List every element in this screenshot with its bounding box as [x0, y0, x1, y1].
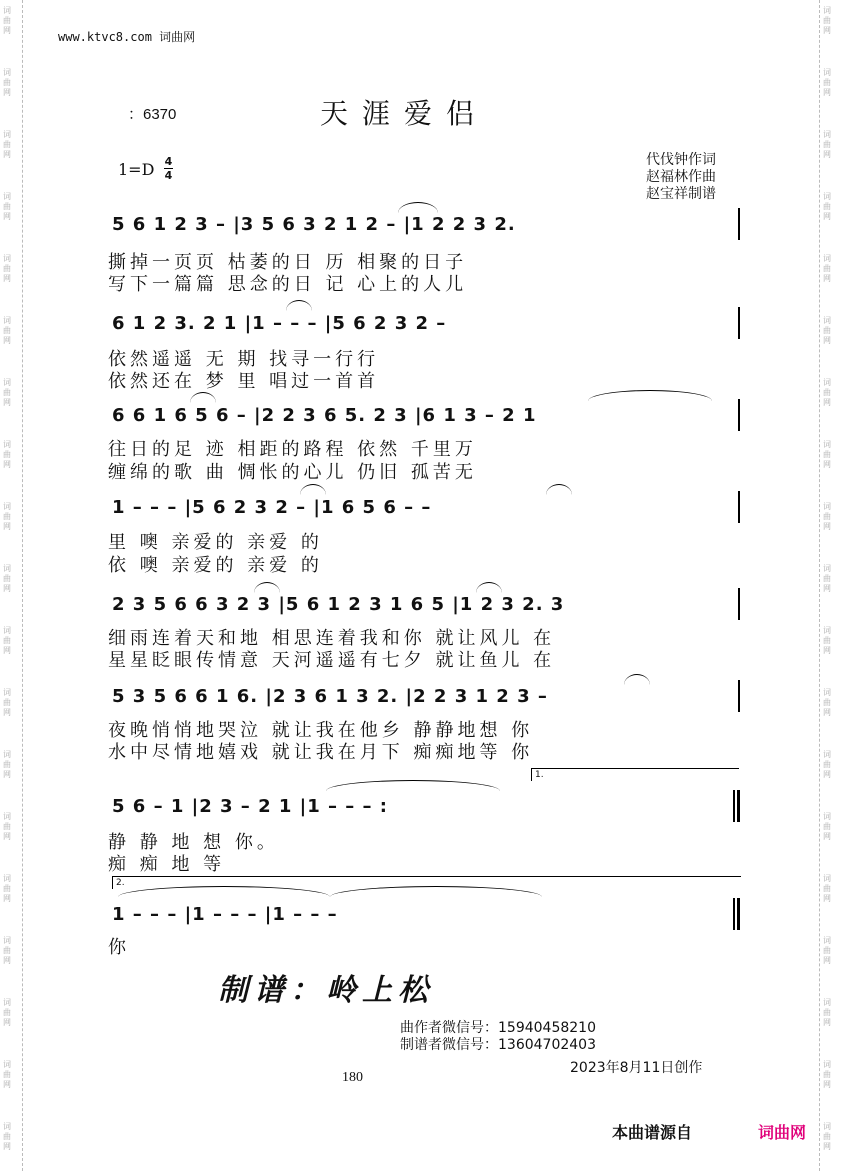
lyric-line-1: 细雨连着天和地 相思连着我和你 就让风儿 在	[108, 628, 556, 649]
bar-line	[738, 491, 740, 523]
side-watermark: 词曲网	[3, 440, 11, 469]
side-watermark: 词曲网	[3, 6, 11, 35]
slur	[476, 582, 502, 593]
lyric-line-1: 你	[108, 937, 130, 958]
song-id: ：6370	[128, 106, 177, 123]
side-watermark: 词曲网	[823, 812, 831, 841]
notation-row: 5 6 1 2 3 – |3 5 6 3 2 1 2 – |1 2 2 3 2.	[112, 214, 516, 235]
lyric-line-2: 水中尽情地嬉戏 就让我在月下 痴痴地等 你	[108, 742, 534, 763]
creation-date: 2023年8月11日创作	[570, 1060, 703, 1076]
side-watermark: 词曲网	[3, 1060, 11, 1089]
lyric-line-1: 夜晚悄悄地哭泣 就让我在他乡 静静地想 你	[108, 720, 534, 741]
slur	[588, 390, 712, 401]
page-number: 180	[342, 1070, 363, 1085]
side-watermark: 词曲网	[3, 998, 11, 1027]
credits	[646, 152, 716, 203]
bar-line	[733, 790, 735, 822]
final-bar	[737, 898, 740, 930]
source-label: 本曲谱源自	[612, 1123, 693, 1142]
engraver: 赵宝祥制谱	[646, 186, 716, 202]
left-margin-strip	[0, 0, 23, 1171]
side-watermark: 词曲网	[3, 564, 11, 593]
slur	[624, 674, 650, 685]
lyricist: 代伐钟作词	[646, 152, 716, 168]
time-signature-bottom: 4	[164, 169, 173, 182]
side-watermark: 词曲网	[823, 1122, 831, 1151]
side-watermark: 词曲网	[823, 68, 831, 97]
song-title: 天涯爱侣	[320, 97, 489, 130]
side-watermark: 词曲网	[3, 936, 11, 965]
side-watermark: 词曲网	[3, 750, 11, 779]
composer-wechat: 曲作者微信号：15940458210	[400, 1020, 596, 1036]
volta-bracket-1: 1.	[531, 768, 739, 781]
side-watermark: 词曲网	[823, 440, 831, 469]
slur	[190, 392, 216, 403]
bar-line	[738, 588, 740, 620]
lyric-line-2: 痴 痴 地 等	[108, 854, 226, 875]
side-watermark: 词曲网	[823, 998, 831, 1027]
notation-row: 1 – – – |5 6 2 3 2 – |1 6 5 6 – –	[112, 497, 432, 518]
slur	[398, 202, 438, 213]
time-signature-top: 4	[164, 155, 173, 168]
volta-bracket-2: 2.	[112, 876, 741, 889]
side-watermark: 词曲网	[3, 688, 11, 717]
lyric-line-2: 星星眨眼传情意 天河遥遥有七夕 就让鱼儿 在	[108, 650, 556, 671]
notation-row: 5 6 – 1 |2 3 – 2 1 |1 – – – :	[112, 796, 389, 817]
side-watermark: 词曲网	[823, 936, 831, 965]
side-watermark: 词曲网	[823, 688, 831, 717]
slur	[254, 582, 280, 593]
source-brand-link[interactable]: 词曲网	[758, 1123, 807, 1142]
side-watermark: 词曲网	[3, 626, 11, 655]
side-watermark: 词曲网	[3, 316, 11, 345]
bar-line	[733, 898, 735, 930]
side-watermark: 词曲网	[3, 378, 11, 407]
notation-row: 6 1 2 3. 2 1 |1 – – – |5 6 2 3 2 –	[112, 313, 447, 334]
side-watermark: 词曲网	[823, 6, 831, 35]
right-margin-strip	[819, 0, 842, 1171]
wechat-contacts	[400, 1020, 596, 1054]
lyric-line-2: 缠绵的歌 曲 惆怅的心儿 仍旧 孤苦无	[108, 462, 477, 483]
lyric-line-2: 依 噢 亲爱的 亲爱 的	[108, 555, 323, 576]
side-watermark: 词曲网	[823, 1060, 831, 1089]
lyric-line-1: 静 静 地 想 你。	[108, 832, 279, 853]
notation-row: 6 6 1 6 5 6 – |2 2 3 6 5. 2 3 |6 1 3 – 2 1	[112, 405, 537, 426]
lyric-line-1: 撕掉一页页 枯萎的日 历 相聚的日子	[108, 252, 468, 273]
side-watermark: 词曲网	[823, 626, 831, 655]
side-watermark: 词曲网	[823, 316, 831, 345]
site-header-link[interactable]: www.ktvc8.com 词曲网	[58, 30, 196, 44]
side-watermark: 词曲网	[823, 192, 831, 221]
bar-line	[738, 208, 740, 240]
bar-line	[738, 399, 740, 431]
side-watermark: 词曲网	[3, 254, 11, 283]
engraver-wechat: 制谱者微信号：13604702403	[400, 1037, 596, 1053]
bar-line	[738, 680, 740, 712]
side-watermark: 词曲网	[823, 874, 831, 903]
lyric-line-2: 依然还在 梦 里 唱过一首首	[108, 371, 380, 392]
engraver-signature: 制谱：岭上松	[218, 973, 434, 1008]
composer: 赵福林作曲	[646, 169, 716, 185]
lyric-line-1: 依然遥遥 无 期 找寻一行行	[108, 349, 380, 370]
side-watermark: 词曲网	[823, 378, 831, 407]
side-watermark: 词曲网	[823, 254, 831, 283]
repeat-end-bar	[737, 790, 740, 822]
side-watermark: 词曲网	[823, 130, 831, 159]
slur	[546, 484, 572, 495]
bar-line	[738, 307, 740, 339]
side-watermark: 词曲网	[3, 130, 11, 159]
side-watermark: 词曲网	[3, 874, 11, 903]
side-watermark: 词曲网	[3, 502, 11, 531]
lyric-line-1: 里 噢 亲爱的 亲爱 的	[108, 532, 323, 553]
slur	[300, 484, 326, 495]
side-watermark: 词曲网	[3, 68, 11, 97]
notation-row: 2 3 5 6 6 3 2 3 |5 6 1 2 3 1 6 5 |1 2 3 2. 3	[112, 594, 565, 615]
notation-row: 5 3 5 6 6 1 6. |2 3 6 1 3 2. |2 2 3 1 2 3 –	[112, 686, 548, 707]
notation-row: 1 – – – |1 – – – |1 – – –	[112, 904, 338, 925]
lyric-line-1: 往日的足 迹 相距的路程 依然 千里万	[108, 439, 477, 460]
side-watermark: 词曲网	[823, 502, 831, 531]
slur	[286, 300, 312, 311]
side-watermark: 词曲网	[3, 192, 11, 221]
side-watermark: 词曲网	[823, 750, 831, 779]
side-watermark: 词曲网	[3, 1122, 11, 1151]
slur	[326, 780, 500, 791]
lyric-line-2: 写下一篇篇 思念的日 记 心上的人儿	[108, 274, 468, 295]
time-signature	[164, 156, 173, 181]
key-signature: 1=D	[118, 160, 155, 179]
side-watermark: 词曲网	[823, 564, 831, 593]
side-watermark: 词曲网	[3, 812, 11, 841]
